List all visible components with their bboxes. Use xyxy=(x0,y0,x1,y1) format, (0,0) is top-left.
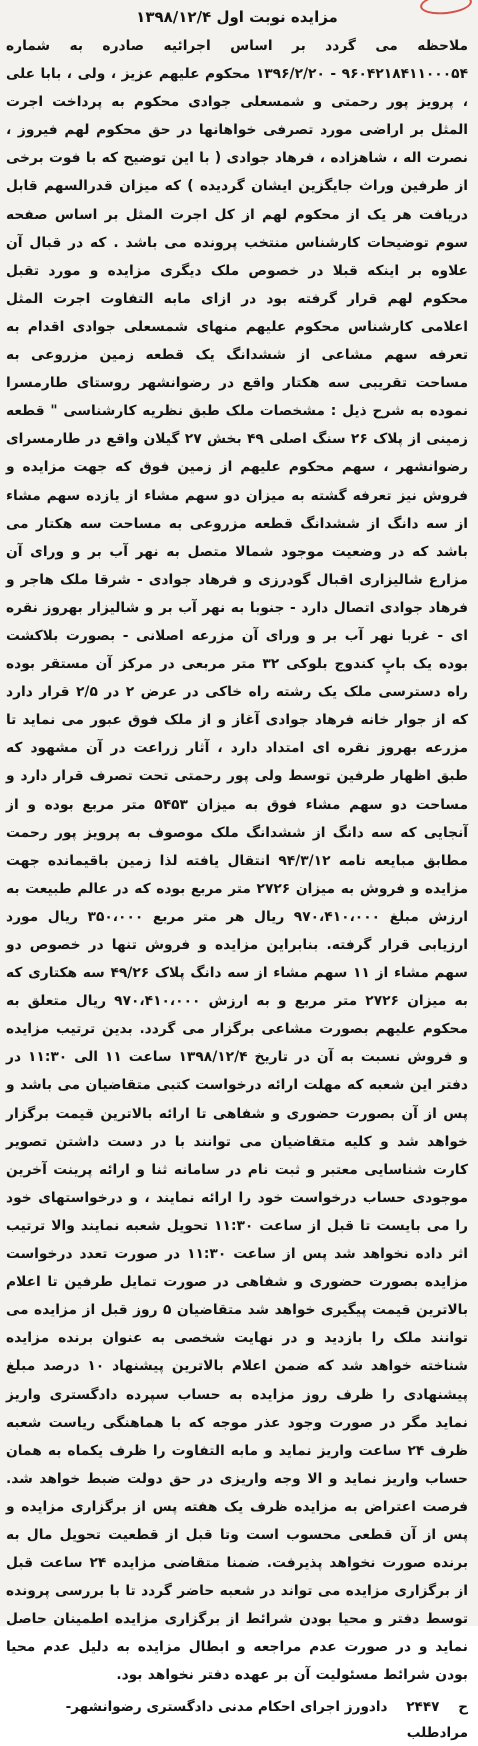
reference-letter: ح xyxy=(458,1698,468,1715)
signatory-name: مرادطلب xyxy=(406,1724,468,1741)
signatory-title: دادورز اجرای احکام مدنی دادگستری رضوانشهر- xyxy=(65,1698,388,1715)
auction-notice xyxy=(6,4,469,1741)
notice-footer xyxy=(6,1694,468,1746)
notice-title: مزایده نوبت اول ۱۳۹۸/۱۲/۴ xyxy=(136,8,338,26)
notice-body: ملاحظه می گردد بر اساس اجرائیه صادره به شماره ۹۶۰۴۲۱۸۴۱۱۰۰۰۵۴ - ۱۳۹۶/۲/۲۰ محکوم علیهم عزیز ، ولی ، بابا علی ، پرویز پور رحمتی و شمسعلی جوادی محکوم به پرداخت اجرت المثل بر اراضی مورد تصرفی خواهانها در حق محکوم لهم فیروز ، نصرت اله ، شاهزاده ، فرهاد جوادی ( با این توضیح که با فوت برخی از طرفین وراث جایگزین ایشان گردیده ) که میزان قدرالسهم قابل دریافت هر یک از محکوم لهم از کل اجرت المثل بر اساس صفحه سوم توضیحات کارشناس منتخب پرونده می باشد . که در قبال آن علاوه بر اینکه قبلا در خصوص ملک دیگری مزایده و مورد تقبل محکوم لهم قرار گرفته بود در ازای مابه التفاوت اجرت المثل اعلامی کارشناس محکوم علیهم منهای شمسعلی جوادی اقدام به تعرفه سهم مشاعی از ششدانگ یک قطعه زمین مزروعی به مساحت تقریبی سه هکتار واقع در رضوانشهر روستای طارمسرا نموده به شرح ذیل : مشخصات ملک طبق نظریه کارشناسی " قطعه زمینی از پلاک ۲۶ سنگ اصلی ۴۹ بخش ۲۷ گیلان واقع در طارمسرای رضوانشهر ، سهم محکوم علیهم از زمین فوق که جهت مزایده و فروش نیز تعرفه گشته به میزان دو سهم مشاء از یازده سهم مشاء از سه دانگ از ششدانگ قطعه مزروعی به مساحت سه هکتار می باشد که در وضعیت موجود شمالا متصل به نهر آب بر و ورای آن مزارع شالیزاری اقبال گودرزی و فرهاد جوادی - شرقا ملک هاجر و فرهاد جوادی اتصال دارد - جنوبا به نهر آب بر و شالیزار بهروز نقره ای - غربا نهر آب بر و ورای آن مزرعه اصلانی - بصورت بلاکشت بوده یک بابٍ کندوج بلوکی ۳۲ متر مربعی در مرکز آن مستقر بوده راه دسترسی ملک یک رشته راه خاکی در عرض ۲ در ۲/۵ قرار دارد که از جوار خانه فرهاد جوادی آغاز و از ملک فوق عبور می نماید تا مزرعه بهروز نقره ای امتداد دارد ، آثار زراعت در آن مشهود که طبق اظهار طرفین توسط ولی پور رحمتی تحت تصرف قرار دارد و مساحت دو سهم مشاء فوق به میزان ۵۴۵۳ متر مربع بوده و از آنجایی که سه دانگ از ششدانگ ملک موصوف به پرویز پور رحمت مطابق مبایعه نامه ۹۴/۳/۱۲ انتقال یافته لذا زمین باقیمانده جهت مزایده و فروش به میزان ۲۷۲۶ متر مربع بوده که در عالم طبیعت به ارزش مبلغ ۹۷۰،۴۱۰،۰۰۰ ریال هر متر مربع ۳۵۰،۰۰۰ ریال مورد ارزیابی قرار گرفته. بنابراین مزایده و فروش تنها در خصوص دو سهم مشاء از ۱۱ سهم مشاء از سه دانگ پلاک ۴۹/۲۶ سه هکتاری که به میزان ۲۷۲۶ متر مربع و به ارزش ۹۷۰،۴۱۰،۰۰۰ ریال متعلق به محکوم علیهم بصورت مشاعی برگزار می گردد. بدین ترتیب مزایده و فروش نسبت به آن در تاریخ ۱۳۹۸/۱۲/۴ ساعت ۱۱ الی ۱۱:۳۰ در دفتر این شعبه که مهلت ارائه درخواست کتبی متقاضیان می باشد و پس از آن بصورت حضوری و شفاهی تا ارائه بالاترین قیمت برگزار خواهد شد و کلیه متقاضیان می توانند با در دست داشتن تصویر کارت شناسایی معتبر و ثبت نام در سامانه ثنا و ارائه پرینت آخرین موجودی حساب درخواست خود را ارائه نمایند ، و درخواستهای خود را می بایست تا قبل از ساعت ۱۱:۳۰ تحویل شعبه نمایند والا ترتیب اثر داده نخواهد شد پس از ساعت ۱۱:۳۰ در صورت تعدد درخواست مزایده بصورت حضوری و شفاهی در صورت تمایل طرفین تا اعلام بالاترین قیمت پیگیری خواهد شد متقاضیان ۵ روز قبل از مزایده می توانند ملک را بازدید و در نهایت شخصی به عنوان برنده مزایده شناخته خواهد شد که ضمن اعلام بالاترین پیشنهاد ۱۰ درصد مبلغ پیشنهادی را ظرف روز مزایده به حساب سپرده دادگستری واریز نماید مگر در صورت وجود عذر موجه که با هماهنگی ریاست شعبه ظرف ۲۴ ساعت واریز نماید و مابه التفاوت را ظرف یکماه به همان حساب واریز نماید و الا وجه واریزی در حق دولت ضبط خواهد شد. فرصت اعتراض به مزایده ظرف یک هفته پس از برگزاری مزایده و پس از آن قطعی محسوب است وتا قبل از قطعیت تحویل مال به برنده صورت نخواهد پذیرفت. ضمنا متقاضی مزایده ۲۴ ساعت قبل از برگزاری مزایده می تواند در شعبه حاضر گردد تا با بررسی پرونده توسط دفتر و محیا بودن شرائط از برگزاری مزایده اطمینان حاصل نماید و در صورت عدم مراجعه و ابطال مزایده به دلیل عدم محیا بودن شرائط مسئولیت آن بر عهده دفتر نخواهد بود. xyxy=(6,38,469,1684)
reference-number: ۲۴۴۷ xyxy=(406,1698,440,1715)
